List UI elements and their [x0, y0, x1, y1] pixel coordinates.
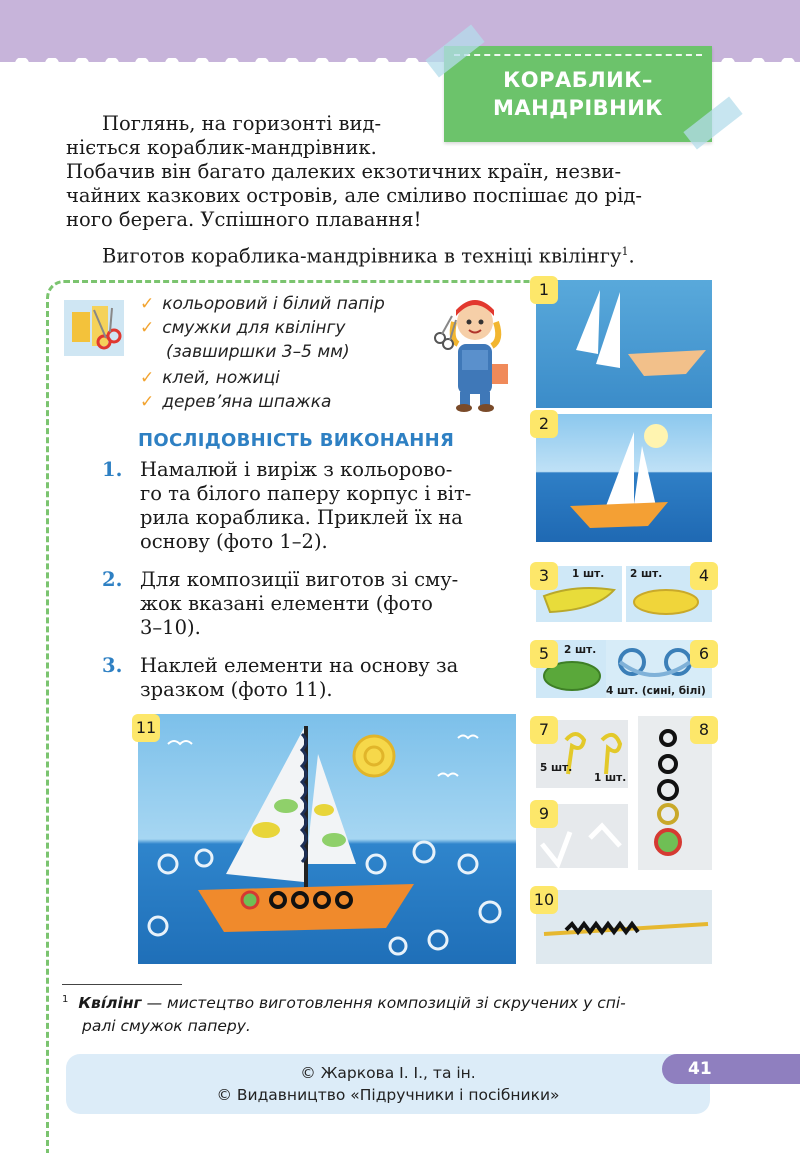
photo-number: 1 [530, 276, 558, 304]
intro-line: Поглянь, на горизонті вид- [102, 112, 382, 135]
photo-number: 6 [690, 640, 718, 668]
photo-number: 8 [690, 716, 718, 744]
photo-number: 11 [132, 714, 160, 742]
page-title: КОРАБЛИК– МАНДРІВНИК [493, 68, 663, 120]
girl-illustration [432, 288, 516, 412]
quantity-label: 4 шт. (сині, білі) [606, 685, 706, 697]
step-line: зразком (фото 11). [140, 678, 333, 701]
quantity-label: 1 шт. [594, 772, 627, 784]
photo-number: 9 [530, 800, 558, 828]
photo-10 [536, 890, 712, 964]
step-line: Для композиції виготов зі сму- [140, 568, 459, 591]
step-line: Намалюй і виріж з кольорово- [140, 458, 453, 481]
sequence-title: ПОСЛІДОВНІСТЬ ВИКОНАННЯ [138, 430, 455, 451]
intro-line: Побачив він багато далеких екзотичних країн, незви- [66, 160, 622, 183]
step-number: 1. [102, 458, 123, 481]
footnote: $^1$ Кві́лінг — мистецтво виготовлення композицій зі скручених у спі- ралі смужок паперу. [62, 994, 626, 1036]
copyright-authors: © Жаркова І. І., та ін. [300, 1064, 476, 1082]
intro-instruction: Виготов кораблика-мандрівника в техніці квілінгу$^1$. [102, 244, 635, 268]
photo-1 [536, 280, 712, 408]
step-number: 3. [102, 654, 123, 677]
step-line: жок вказані елементи (фото [140, 592, 433, 615]
photo-number: 3 [530, 562, 558, 590]
step-line: 3–10). [140, 616, 201, 639]
photo-11 [138, 714, 516, 964]
quantity-label: 1 шт. [572, 568, 605, 580]
step-line: основу (фото 1–2). [140, 530, 328, 553]
footnote-term: Кві́лінг [78, 994, 142, 1013]
quantity-label: 2 шт. [564, 644, 597, 656]
page-number: 41 [662, 1054, 800, 1084]
intro-line: ного берега. Успішного плавання! [66, 208, 422, 231]
photo-number: 7 [530, 716, 558, 744]
intro-line: ніється кораблик-мандрівник. [66, 136, 377, 159]
footnote-rule [62, 984, 182, 985]
copyright-footer [66, 1054, 710, 1114]
step-number: 2. [102, 568, 123, 591]
title-badge [444, 46, 712, 142]
materials-item: (завширшки 3–5 мм) [166, 342, 350, 362]
photo-number: 5 [530, 640, 558, 668]
quantity-label: 2 шт. [630, 568, 663, 580]
intro-line: чайних казкових островів, але сміливо поспішає до рід- [66, 184, 642, 207]
photo-number: 10 [530, 886, 558, 914]
copyright-publisher: © Видавництво «Підручники і посібники» [216, 1086, 560, 1104]
materials-icon [64, 300, 124, 356]
photo-2 [536, 414, 712, 542]
materials-item: ✓ смужки для квілінгу [140, 318, 346, 338]
materials-item: ✓ дерев’яна шпажка [140, 392, 332, 412]
step-line: го та білого паперу корпус і віт- [140, 482, 472, 505]
materials-item: ✓ клей, ножиці [140, 368, 280, 388]
quantity-label: 5 шт. [540, 762, 573, 774]
step-line: рила кораблика. Приклей їх на [140, 506, 463, 529]
photo-number: 2 [530, 410, 558, 438]
photo-number: 4 [690, 562, 718, 590]
step-line: Наклей елементи на основу за [140, 654, 459, 677]
materials-item: ✓ кольоровий і білий папір [140, 294, 385, 314]
